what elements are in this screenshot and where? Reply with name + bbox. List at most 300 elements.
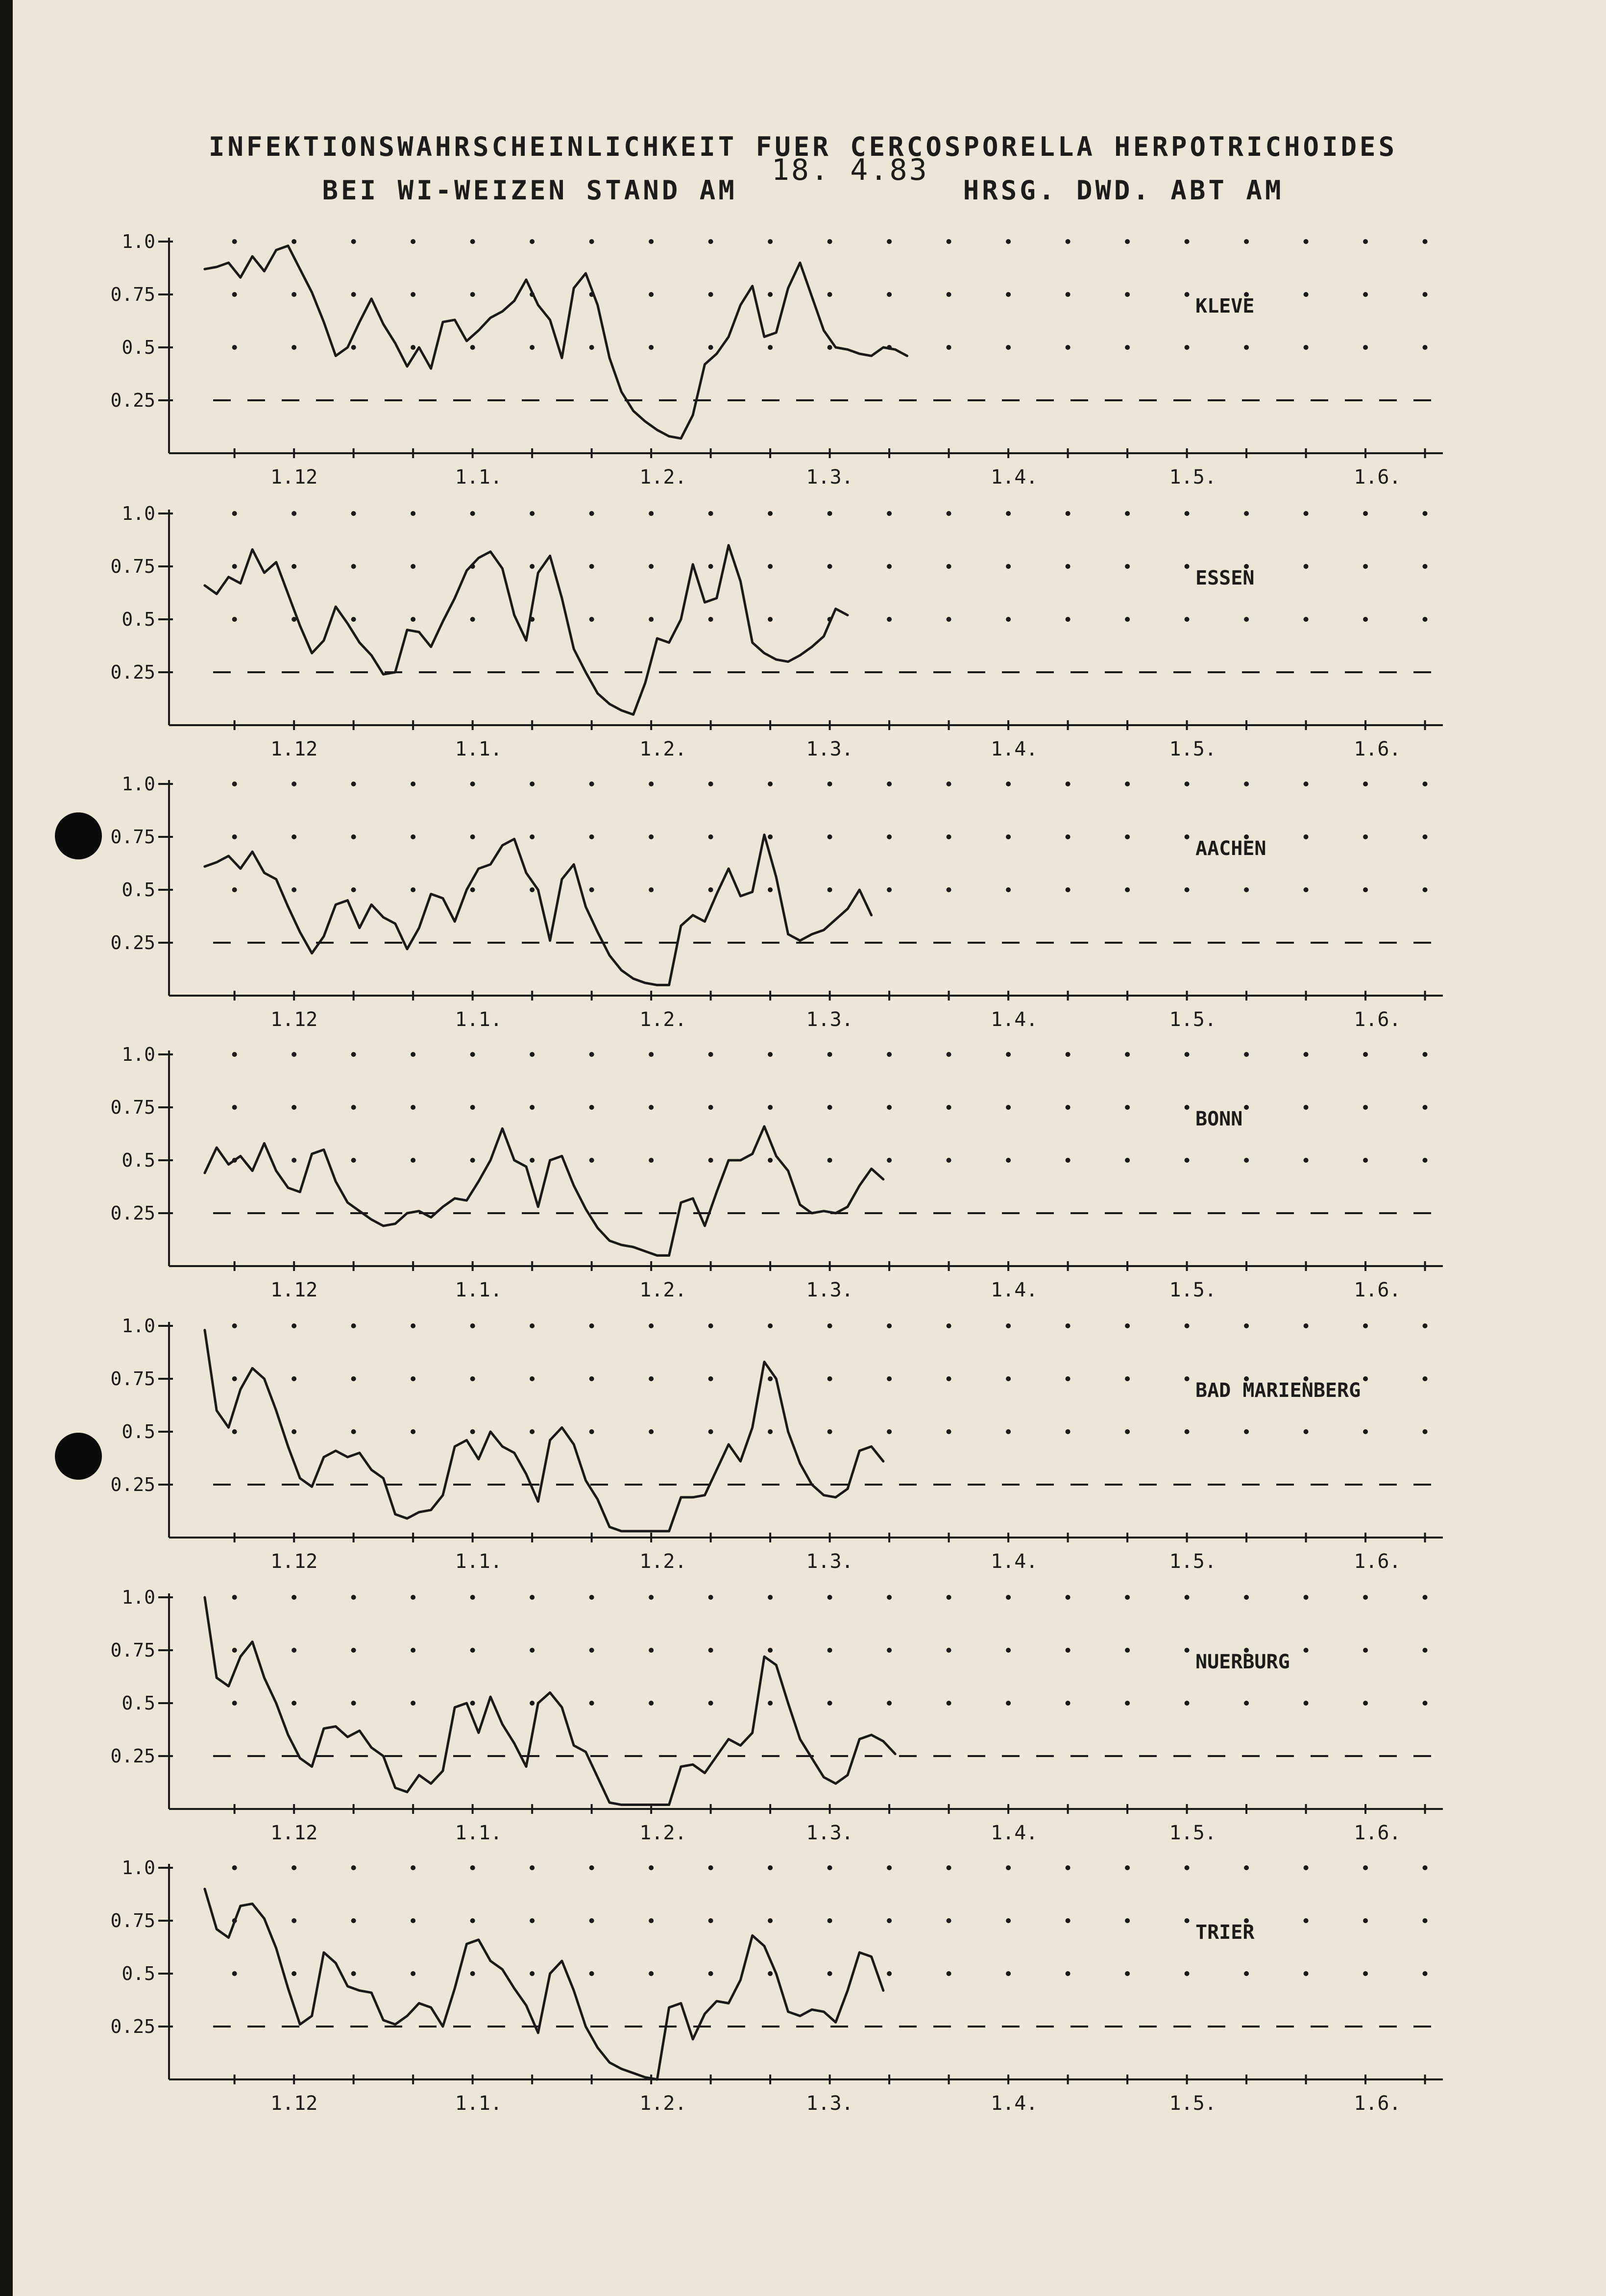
grid-dot — [887, 1323, 892, 1328]
grid-dot — [1304, 1158, 1309, 1163]
y-tick-label: 0.25 — [110, 390, 155, 411]
y-tick-label: 0.25 — [110, 661, 155, 683]
grid-dot — [589, 1865, 594, 1870]
grid-dot — [1304, 782, 1309, 786]
grid-dot — [232, 1052, 237, 1057]
station-label: BONN — [1195, 1108, 1243, 1130]
grid-dot — [292, 1105, 296, 1110]
grid-dot — [530, 1052, 535, 1057]
grid-dot — [351, 782, 356, 786]
grid-dot — [768, 617, 773, 622]
series-line-kleve — [205, 246, 907, 439]
grid-dot — [589, 1429, 594, 1434]
grid-dot — [947, 1918, 951, 1923]
grid-dot — [649, 292, 654, 297]
grid-dot — [1185, 292, 1190, 297]
grid-dot — [708, 1158, 713, 1163]
grid-dot — [351, 1376, 356, 1381]
grid-dot — [947, 617, 951, 622]
grid-dot — [351, 1429, 356, 1434]
grid-dot — [589, 617, 594, 622]
y-tick-label: 1.0 — [122, 231, 155, 252]
grid-dot — [1006, 1701, 1011, 1706]
grid-dot — [1125, 1971, 1130, 1976]
grid-dot — [470, 1648, 475, 1653]
grid-dot — [1244, 1052, 1249, 1057]
grid-dot — [768, 1376, 773, 1381]
y-tick-label: 0.75 — [110, 1097, 155, 1118]
grid-dot — [470, 1158, 475, 1163]
grid-dot — [887, 1158, 892, 1163]
grid-dot — [768, 782, 773, 786]
grid-dot — [1304, 564, 1309, 569]
x-tick-label: 1.12 — [270, 738, 318, 760]
grid-dot — [1185, 1376, 1190, 1381]
grid-dot — [589, 1971, 594, 1976]
grid-dot — [1423, 1429, 1428, 1434]
grid-dot — [351, 834, 356, 839]
grid-dot — [708, 834, 713, 839]
grid-dot — [708, 1971, 713, 1976]
grid-dot — [1125, 834, 1130, 839]
grid-dot — [1304, 1105, 1309, 1110]
grid-dot — [292, 834, 296, 839]
grid-dot — [530, 1648, 535, 1653]
grid-dot — [292, 887, 296, 892]
x-tick-label: 1.12 — [270, 1550, 318, 1573]
grid-dot — [1066, 1595, 1071, 1600]
x-tick-label: 1.12 — [270, 466, 318, 489]
grid-dot — [411, 1648, 415, 1653]
grid-dot — [411, 1701, 415, 1706]
x-tick-label: 1.5. — [1169, 1279, 1217, 1301]
grid-dot — [411, 564, 415, 569]
x-tick-label: 1.1. — [455, 1279, 502, 1301]
x-tick-label: 1.6. — [1354, 1822, 1401, 1844]
grid-dot — [1363, 1376, 1368, 1381]
grid-dot — [292, 1376, 296, 1381]
grid-dot — [1363, 1648, 1368, 1653]
grid-dot — [1423, 1971, 1428, 1976]
grid-dot — [1125, 1323, 1130, 1328]
grid-dot — [411, 887, 415, 892]
grid-dot — [1125, 564, 1130, 569]
y-tick-label: 0.25 — [110, 1745, 155, 1767]
grid-dot — [1423, 782, 1428, 786]
grid-dot — [411, 1595, 415, 1600]
x-tick-label: 1.5. — [1169, 1008, 1217, 1031]
grid-dot — [232, 1701, 237, 1706]
grid-dot — [411, 834, 415, 839]
grid-dot — [470, 1701, 475, 1706]
grid-dot — [827, 1158, 832, 1163]
grid-dot — [708, 239, 713, 244]
series-line-essen — [205, 545, 848, 715]
x-tick-label: 1.2. — [639, 2092, 687, 2115]
grid-dot — [1304, 1701, 1309, 1706]
grid-dot — [1363, 834, 1368, 839]
grid-dot — [1066, 1158, 1071, 1163]
series-line-trier — [205, 1889, 883, 2079]
grid-dot — [649, 1429, 654, 1434]
grid-dot — [708, 1918, 713, 1923]
grid-dot — [351, 1971, 356, 1976]
grid-dot — [1423, 1158, 1428, 1163]
x-tick-label: 1.5. — [1169, 466, 1217, 489]
grid-dot — [708, 1323, 713, 1328]
grid-dot — [708, 345, 713, 350]
grid-dot — [589, 1323, 594, 1328]
grid-dot — [1185, 1648, 1190, 1653]
grid-dot — [1125, 292, 1130, 297]
grid-dot — [768, 1971, 773, 1976]
grid-dot — [1363, 1971, 1368, 1976]
grid-dot — [1066, 1052, 1071, 1057]
grid-dot — [530, 239, 535, 244]
series-line-bonn — [205, 1126, 883, 1256]
grid-dot — [292, 1865, 296, 1870]
grid-dot — [232, 239, 237, 244]
subtitle-prefix: BEI WI-WEIZEN STAND AM — [322, 175, 737, 206]
grid-dot — [1006, 834, 1011, 839]
grid-dot — [470, 1052, 475, 1057]
grid-dot — [768, 1158, 773, 1163]
grid-dot — [649, 1648, 654, 1653]
grid-dot — [1066, 887, 1071, 892]
grid-dot — [887, 834, 892, 839]
x-tick-label: 1.1. — [455, 1008, 502, 1031]
grid-dot — [411, 511, 415, 516]
grid-dot — [589, 1648, 594, 1653]
grid-dot — [1066, 1865, 1071, 1870]
grid-dot — [708, 782, 713, 786]
grid-dot — [887, 1105, 892, 1110]
grid-dot — [1363, 1918, 1368, 1923]
x-tick-label: 1.6. — [1354, 1279, 1401, 1301]
grid-dot — [589, 564, 594, 569]
grid-dot — [470, 1376, 475, 1381]
grid-dot — [351, 564, 356, 569]
grid-dot — [1423, 887, 1428, 892]
grid-dot — [1125, 1701, 1130, 1706]
grid-dot — [649, 1376, 654, 1381]
grid-dot — [649, 564, 654, 569]
grid-dot — [649, 1701, 654, 1706]
x-tick-label: 1.1. — [455, 466, 502, 489]
grid-dot — [470, 1323, 475, 1328]
grid-dot — [1244, 1595, 1249, 1600]
station-label: BAD MARIENBERG — [1195, 1379, 1361, 1402]
grid-dot — [768, 1323, 773, 1328]
grid-dot — [292, 511, 296, 516]
grid-dot — [411, 1105, 415, 1110]
grid-dot — [768, 292, 773, 297]
grid-dot — [411, 1865, 415, 1870]
grid-dot — [1006, 617, 1011, 622]
x-tick-label: 1.6. — [1354, 1550, 1401, 1573]
grid-dot — [411, 292, 415, 297]
grid-dot — [947, 292, 951, 297]
grid-dot — [1006, 1052, 1011, 1057]
grid-dot — [768, 564, 773, 569]
x-tick-label: 1.5. — [1169, 738, 1217, 760]
grid-dot — [708, 1376, 713, 1381]
grid-dot — [887, 1376, 892, 1381]
grid-dot — [292, 1595, 296, 1600]
x-tick-label: 1.2. — [639, 1822, 687, 1844]
grid-dot — [708, 617, 713, 622]
grid-dot — [768, 1105, 773, 1110]
y-tick-label: 0.75 — [110, 1639, 155, 1661]
grid-dot — [530, 1105, 535, 1110]
grid-dot — [1006, 1429, 1011, 1434]
grid-dot — [827, 345, 832, 350]
grid-dot — [589, 782, 594, 786]
grid-dot — [1304, 834, 1309, 839]
grid-dot — [1423, 1701, 1428, 1706]
x-tick-label: 1.1. — [455, 1550, 502, 1573]
grid-dot — [1304, 1052, 1309, 1057]
x-tick-label: 1.3. — [806, 738, 853, 760]
grid-dot — [1244, 617, 1249, 622]
x-tick-label: 1.4. — [991, 2092, 1038, 2115]
grid-dot — [470, 292, 475, 297]
grid-dot — [530, 1158, 535, 1163]
grid-dot — [1185, 887, 1190, 892]
station-label: TRIER — [1195, 1921, 1255, 1944]
grid-dot — [411, 1323, 415, 1328]
y-tick-label: 1.0 — [122, 1315, 155, 1337]
grid-dot — [1423, 239, 1428, 244]
grid-dot — [1066, 511, 1071, 516]
grid-dot — [292, 1158, 296, 1163]
series-line-nuerburg — [205, 1597, 895, 1805]
grid-dot — [351, 887, 356, 892]
x-tick-label: 1.6. — [1354, 1008, 1401, 1031]
y-tick-label: 0.75 — [110, 284, 155, 305]
grid-dot — [589, 887, 594, 892]
grid-dot — [708, 1052, 713, 1057]
grid-dot — [708, 1865, 713, 1870]
y-tick-label: 0.75 — [110, 826, 155, 848]
grid-dot — [1304, 239, 1309, 244]
grid-dot — [411, 1376, 415, 1381]
grid-dot — [947, 1701, 951, 1706]
grid-dot — [232, 834, 237, 839]
grid-dot — [649, 617, 654, 622]
grid-dot — [232, 1648, 237, 1653]
x-tick-label: 1.4. — [991, 1550, 1038, 1573]
grid-dot — [589, 1376, 594, 1381]
y-tick-label: 1.0 — [122, 1044, 155, 1065]
grid-dot — [411, 1158, 415, 1163]
grid-dot — [1304, 1971, 1309, 1976]
grid-dot — [470, 1865, 475, 1870]
grid-dot — [1185, 1595, 1190, 1600]
grid-dot — [827, 239, 832, 244]
grid-dot — [411, 1918, 415, 1923]
y-tick-label: 0.75 — [110, 1368, 155, 1390]
grid-dot — [232, 1865, 237, 1870]
grid-dot — [1423, 1376, 1428, 1381]
grid-dot — [1066, 345, 1071, 350]
grid-dot — [947, 1158, 951, 1163]
grid-dot — [1363, 1052, 1368, 1057]
grid-dot — [1066, 1701, 1071, 1706]
grid-dot — [589, 1595, 594, 1600]
grid-dot — [827, 1429, 832, 1434]
grid-dot — [589, 1158, 594, 1163]
x-tick-label: 1.12 — [270, 1008, 318, 1031]
grid-dot — [1066, 1105, 1071, 1110]
station-label: KLEVE — [1195, 295, 1255, 318]
grid-dot — [1304, 511, 1309, 516]
grid-dot — [1363, 887, 1368, 892]
grid-dot — [1006, 1971, 1011, 1976]
grid-dot — [947, 1323, 951, 1328]
grid-dot — [292, 1918, 296, 1923]
x-tick-label: 1.2. — [639, 1008, 687, 1031]
grid-dot — [1006, 345, 1011, 350]
x-tick-label: 1.5. — [1169, 1550, 1217, 1573]
y-tick-label: 0.5 — [122, 1963, 155, 1984]
grid-dot — [232, 617, 237, 622]
grid-dot — [887, 887, 892, 892]
grid-dot — [1066, 1323, 1071, 1328]
y-tick-label: 0.25 — [110, 1202, 155, 1224]
grid-dot — [887, 564, 892, 569]
grid-dot — [1125, 345, 1130, 350]
grid-dot — [1363, 511, 1368, 516]
grid-dot — [649, 511, 654, 516]
grid-dot — [768, 1865, 773, 1870]
grid-dot — [232, 292, 237, 297]
grid-dot — [827, 1865, 832, 1870]
grid-dot — [1363, 1595, 1368, 1600]
grid-dot — [530, 564, 535, 569]
grid-dot — [470, 1595, 475, 1600]
grid-dot — [1423, 1918, 1428, 1923]
grid-dot — [589, 511, 594, 516]
y-tick-label: 0.75 — [110, 1910, 155, 1931]
grid-dot — [827, 511, 832, 516]
grid-dot — [1185, 564, 1190, 569]
x-tick-label: 1.3. — [806, 2092, 853, 2115]
grid-dot — [411, 782, 415, 786]
grid-dot — [351, 292, 356, 297]
grid-dot — [1066, 292, 1071, 297]
grid-dot — [1363, 239, 1368, 244]
grid-dot — [470, 782, 475, 786]
grid-dot — [827, 1105, 832, 1110]
grid-dot — [947, 834, 951, 839]
grid-dot — [1304, 1865, 1309, 1870]
x-tick-label: 1.4. — [991, 466, 1038, 489]
x-tick-label: 1.3. — [806, 466, 853, 489]
grid-dot — [708, 887, 713, 892]
grid-dot — [1006, 564, 1011, 569]
x-tick-label: 1.6. — [1354, 738, 1401, 760]
grid-dot — [649, 1918, 654, 1923]
x-tick-label: 1.1. — [455, 738, 502, 760]
grid-dot — [1006, 292, 1011, 297]
grid-dot — [827, 292, 832, 297]
grid-dot — [887, 1701, 892, 1706]
grid-dot — [1185, 1918, 1190, 1923]
grid-dot — [1066, 1918, 1071, 1923]
grid-dot — [1363, 1429, 1368, 1434]
grid-dot — [1363, 1105, 1368, 1110]
grid-dot — [1423, 1323, 1428, 1328]
grid-dot — [827, 1648, 832, 1653]
grid-dot — [1363, 1158, 1368, 1163]
grid-dot — [1185, 1429, 1190, 1434]
grid-dot — [1006, 887, 1011, 892]
grid-dot — [947, 1648, 951, 1653]
grid-dot — [411, 1429, 415, 1434]
grid-dot — [1125, 1429, 1130, 1434]
grid-dot — [947, 1052, 951, 1057]
grid-dot — [589, 239, 594, 244]
grid-dot — [649, 1105, 654, 1110]
grid-dot — [530, 782, 535, 786]
y-tick-label: 0.5 — [122, 1149, 155, 1171]
grid-dot — [827, 1595, 832, 1600]
grid-dot — [470, 239, 475, 244]
subtitle-suffix: HRSG. DWD. ABT AM — [963, 175, 1284, 206]
grid-dot — [232, 1105, 237, 1110]
y-tick-label: 1.0 — [122, 1587, 155, 1608]
grid-dot — [827, 1323, 832, 1328]
grid-dot — [887, 1648, 892, 1653]
grid-dot — [1185, 1052, 1190, 1057]
grid-dot — [470, 1105, 475, 1110]
grid-dot — [887, 1971, 892, 1976]
grid-dot — [470, 1971, 475, 1976]
grid-dot — [232, 782, 237, 786]
y-tick-label: 0.75 — [110, 556, 155, 577]
x-tick-label: 1.6. — [1354, 2092, 1401, 2115]
grid-dot — [649, 1323, 654, 1328]
grid-dot — [292, 239, 296, 244]
grid-dot — [887, 1918, 892, 1923]
x-tick-label: 1.4. — [991, 1822, 1038, 1844]
grid-dot — [351, 1865, 356, 1870]
grid-dot — [1304, 887, 1309, 892]
grid-dot — [1244, 1105, 1249, 1110]
grid-dot — [470, 887, 475, 892]
grid-dot — [887, 1429, 892, 1434]
grid-dot — [1125, 239, 1130, 244]
grid-dot — [708, 564, 713, 569]
x-tick-label: 1.6. — [1354, 466, 1401, 489]
grid-dot — [887, 617, 892, 622]
grid-dot — [1185, 617, 1190, 622]
grid-dot — [1423, 292, 1428, 297]
grid-dot — [232, 564, 237, 569]
grid-dot — [292, 782, 296, 786]
y-tick-label: 0.5 — [122, 609, 155, 630]
grid-dot — [530, 887, 535, 892]
grid-dot — [292, 1971, 296, 1976]
grid-dot — [351, 1701, 356, 1706]
x-tick-label: 1.3. — [806, 1008, 853, 1031]
grid-dot — [530, 1376, 535, 1381]
grid-dot — [1244, 1158, 1249, 1163]
grid-dot — [649, 887, 654, 892]
grid-dot — [827, 1971, 832, 1976]
grid-dot — [649, 1865, 654, 1870]
